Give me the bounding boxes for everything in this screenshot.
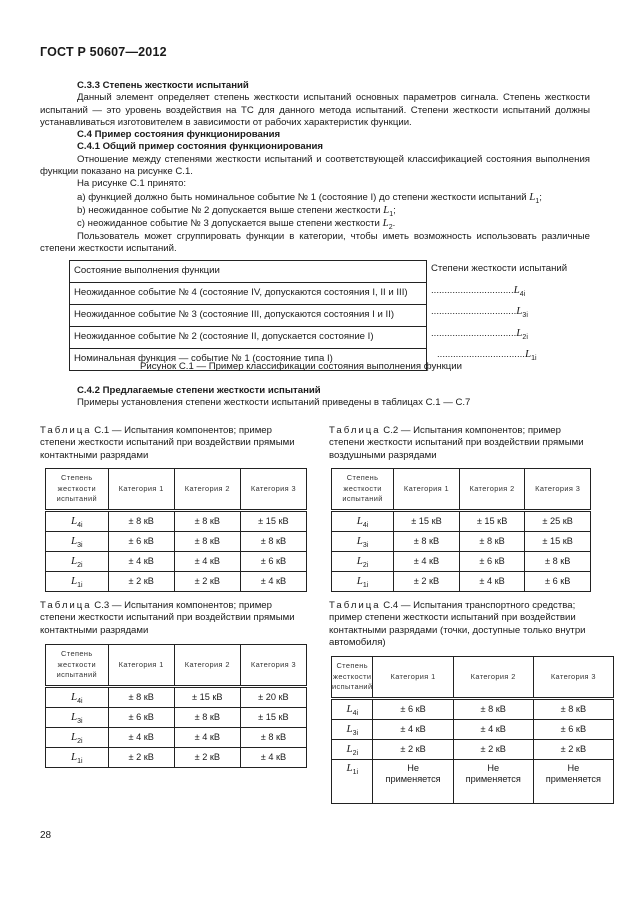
- figure-row: Номинальная функция — событие № 1 (состояние типа I): [70, 349, 427, 371]
- list-item: а) функцией должно быть номинальное событие № 1 (состояние I) до степени жесткости испытаний $L_1$;: [77, 190, 542, 205]
- level-row: $...............................L_{4i}$: [431, 283, 526, 298]
- table-row: $L_{4i}$ ± 8 кВ ± 8 кВ ± 15 кВ: [46, 511, 307, 532]
- table-c2: Степень жесткости испытаний Категория 1 Категория 2 Категория 3 $L_{4i}$ ± 15 кВ ± 15 кВ ± 25 кВ $L_{3i}$ ± 8 кВ ± 8 кВ ± 15 кВ $L_{2i}$ ± 4 кВ ± 6 кВ ± 8 кВ $L_{1i}$ ± 2 кВ ± 4 кВ ± 6 кВ: [331, 468, 591, 592]
- paragraph: На рисунке С.1 принято:: [77, 178, 187, 190]
- level-row: $................................L_{3i}$: [431, 305, 528, 320]
- table-c1-caption: Таблица С.1 — Испытания компонентов; пример степени жесткости испытаний при воздействии прямыми контактными разрядами: [40, 425, 295, 461]
- level-row: $................................L_{2i}$: [431, 326, 528, 341]
- section-heading: С.4.1 Общий пример состояния функционирования: [77, 141, 323, 153]
- table-row: $L_{1i}$ ± 2 кВ ± 4 кВ ± 6 кВ: [332, 572, 591, 592]
- table-row: $L_{4i}$ ± 6 кВ ± 8 кВ ± 8 кВ: [332, 699, 614, 720]
- table-row: $L_{4i}$ ± 15 кВ ± 15 кВ ± 25 кВ: [332, 511, 591, 532]
- table-c3-caption: Таблица С.3 — Испытания компонентов; пример степени жесткости испытаний при воздействии прямыми контактными разрядами: [40, 600, 295, 636]
- page-number: 28: [40, 830, 52, 841]
- list-item: b) неожиданное событие № 2 допускается выше степени жесткости $L_1$;: [77, 203, 396, 218]
- table-row: $L_{2i}$ ± 2 кВ ± 2 кВ ± 2 кВ: [332, 740, 614, 760]
- figure-caption: Рисунок С.1 — Пример классификации состояния выполнения функции: [140, 361, 463, 372]
- section-heading: С.3.3 Степень жесткости испытаний: [77, 80, 249, 91]
- level-row: $.................................L_{1i}$: [437, 348, 537, 363]
- paragraph: Отношение между степенями жесткости испытаний и соответствующей классификацией состояния выполнения функции показано на рисунке С.1.: [40, 153, 590, 178]
- table-c2-caption: Таблица С.2 — Испытания компонентов; пример степени жесткости испытаний при воздействии прямыми воздушными разрядами: [329, 425, 584, 461]
- table-row: $L_{2i}$ ± 4 кВ ± 4 кВ ± 8 кВ: [46, 728, 307, 748]
- table-c4: Степень жесткости испытаний Категория 1 Категория 2 Категория 3 $L_{4i}$ ± 6 кВ ± 8 кВ ± 8 кВ $L_{3i}$ ± 4 кВ ± 4 кВ ± 6 кВ $L_{2i}$ ± 2 кВ ± 2 кВ ± 2 кВ $L_{1i}$ Не применяется Не применяется Не применяется: [331, 656, 614, 804]
- table-row: $L_{1i}$ ± 2 кВ ± 2 кВ ± 4 кВ: [46, 572, 307, 592]
- table-row: $L_{3i}$ ± 4 кВ ± 4 кВ ± 6 кВ: [332, 720, 614, 740]
- table-c3: Степень жесткости испытаний Категория 1 Категория 2 Категория 3 $L_{4i}$ ± 8 кВ ± 15 кВ ± 20 кВ $L_{3i}$ ± 6 кВ ± 8 кВ ± 15 кВ $L_{2i}$ ± 4 кВ ± 4 кВ ± 8 кВ $L_{1i}$ ± 2 кВ ± 2 кВ ± 4 кВ: [45, 644, 307, 768]
- figure-levels-header: Степени жесткости испытаний: [431, 263, 568, 274]
- paragraph: Пользователь может сгруппировать функции в категории, чтобы иметь возможность использовать различные степени жесткости испытаний.: [40, 230, 590, 254]
- table-row: $L_{3i}$ ± 6 кВ ± 8 кВ ± 8 кВ: [46, 532, 307, 552]
- figure-row: Неожиданное событие № 3 (состояние III, допускаются состояния I и II): [70, 305, 427, 327]
- table-row: $L_{4i}$ ± 8 кВ ± 15 кВ ± 20 кВ: [46, 687, 307, 708]
- section-c3-3: [40, 80, 590, 255]
- document-header: ГОСТ Р 50607—2012: [40, 45, 167, 59]
- table-c4-caption: Таблица С.4 — Испытания транспортного средства; пример степени жесткости испытаний при воздействии контактными разрядами (точки, доступные только внутри автомобиля): [329, 600, 586, 648]
- figure-row: Неожиданное событие № 2 (состояние II, допускается состояние I): [70, 327, 427, 349]
- table-row: $L_{3i}$ ± 6 кВ ± 8 кВ ± 15 кВ: [46, 708, 307, 728]
- figure-c1-table: [69, 260, 427, 371]
- section-c4-2: [40, 385, 590, 410]
- table-row: $L_{3i}$ ± 8 кВ ± 8 кВ ± 15 кВ: [332, 532, 591, 552]
- table-row: $L_{1i}$ Не применяется Не применяется Не применяется: [332, 760, 614, 804]
- list-item: с) неожиданное событие № 3 допускается выше степени жесткости $L_2$.: [77, 217, 396, 232]
- figure-row: Неожиданное событие № 4 (состояние IV, допускаются состояния I, II и III): [70, 283, 427, 305]
- table-c1: Степень жесткости испытаний Категория 1 Категория 2 Категория 3 $L_{4i}$ ± 8 кВ ± 8 кВ ± 15 кВ $L_{3i}$ ± 6 кВ ± 8 кВ ± 8 кВ $L_{2i}$ ± 4 кВ ± 4 кВ ± 6 кВ $L_{1i}$ ± 2 кВ ± 2 кВ ± 4 кВ: [45, 468, 307, 592]
- table-row: $L_{2i}$ ± 4 кВ ± 6 кВ ± 8 кВ: [332, 552, 591, 572]
- figure-header: Состояние выполнения функции: [70, 261, 427, 283]
- table-row: $L_{2i}$ ± 4 кВ ± 4 кВ ± 6 кВ: [46, 552, 307, 572]
- figure-c1-levels: [431, 258, 567, 366]
- section-heading: С.4 Пример состояния функционирования: [77, 129, 281, 141]
- paragraph: Примеры установления степени жесткости испытаний приведены в таблицах С.1 — С.7: [77, 397, 471, 409]
- paragraph: Данный элемент определяет степень жесткости испытаний основных параметров сигнала. Степень жесткости испытаний — это уровень воздействия на ТС для данного метода испытаний. Степени жесткости испытаний должны устанавливаться изготовителем в зависимости от рабочих характеристик функции.: [40, 92, 590, 128]
- table-row: $L_{1i}$ ± 2 кВ ± 2 кВ ± 4 кВ: [46, 748, 307, 768]
- section-heading: С.4.2 Предлагаемые степени жесткости испытаний: [77, 385, 321, 396]
